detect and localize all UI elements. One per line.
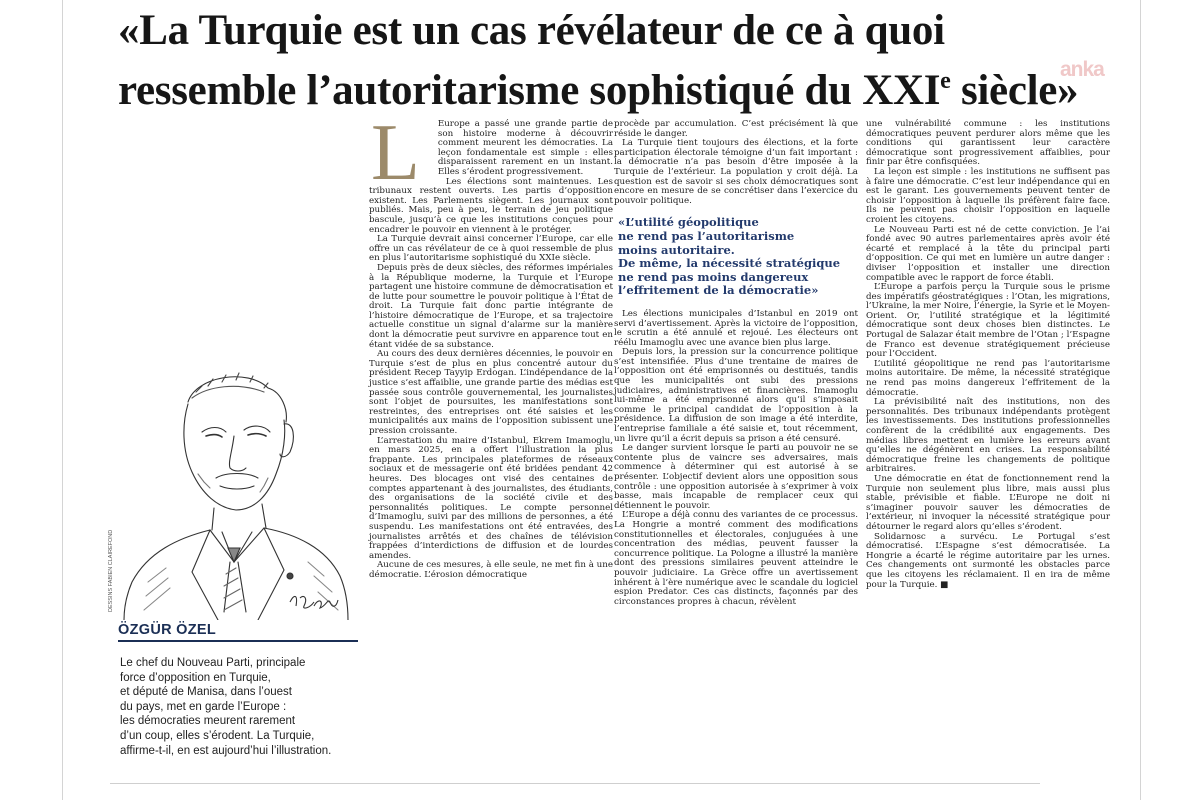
- standfirst-line: force d’opposition en Turquie,: [120, 671, 271, 684]
- left-margin-rule: [62, 0, 63, 800]
- article-paragraph: Les élections municipales d’Istanbul en 2019 ont servi d’avertissement. Après la victoire de l’opposition, le scrutin a été annulé et rejoué. Les électeurs ont réélu Imamoglu avec une avance bien plus large.: [614, 308, 858, 348]
- author-name: ÖZGÜR ÖZEL: [118, 622, 217, 638]
- author-rule: [118, 640, 358, 642]
- article-paragraph: Le Nouveau Parti est né de cette conviction. Je l’ai fondé avec 90 autres parlementaires après avoir été écarté et remplacé à la tête du principal parti d’opposition. Ce qui met en lumière un autre danger : diviser l’opposition et installer une direction compatible avec le rapport de force établi.: [866, 224, 1110, 283]
- article-column-2: [614, 120, 858, 607]
- article-paragraph: La Turquie tient toujours des élections, et la forte participation électorale témoigne d’un fait important : la démocratie n’a pas besoin d’être imposée à la Turquie de l’extérieur. La population y croit déjà. La question est de savoir si ses choix démocratiques sont encore en mesure de se concrétiser dans l’exercice du pouvoir politique.: [614, 138, 858, 206]
- article-paragraph: Solidarnosc a survécu. Le Portugal s’est démocratisé. L’Espagne s’est démocratisée. La Hongrie a écarté le régime autoritaire par les urnes. Ces changements ont surmonté les obstacles parce que les citoyens les réclamaient. Il en ira de même pour la Turquie. ■: [866, 531, 1110, 590]
- pull-quote-line: De même, la nécessité stratégique: [618, 256, 841, 271]
- portrait-signature: [290, 596, 338, 608]
- headline-line-1: «La Turquie est un cas révélateur de ce à quoi: [118, 7, 945, 54]
- article-paragraph: une vulnérabilité commune : les institutions démocratiques peuvent perdurer alors même que les conditions qui garantissent leur caractère démocratique sont progressivement affaiblies, pour finir par être confisquées.: [866, 119, 1110, 168]
- standfirst-line: les démocraties meurent rarement: [120, 715, 296, 728]
- article-paragraph: La prévisibilité naît des institutions, non des personnalités. Des tribunaux indépendants protègent les investissements. Des institutions professionnelles confèrent de la crédibilité aux engagements. Des médias libres mettent en lumière les erreurs avant qu’elles ne dégénèrent en crises. La responsabilité démocratique freine les changements de politique arbitraires.: [866, 397, 1110, 475]
- pull-quote-line: l’effritement de la démocratie»: [618, 283, 819, 298]
- pull-quote-line: ne rend pas l’autoritarisme: [618, 228, 795, 243]
- article-paragraph: Aucune de ces mesures, à elle seule, ne met fin à une démocratie. L’érosion démocratique: [369, 560, 613, 580]
- article-paragraph: Une démocratie en état de fonctionnement rend la Turquie non seulement plus libre, mais aussi plus stable, prévisible et fiable. L’Europe ne doit ni s’imaginer pouvoir sauver les démocraties de l’extérieur, ni invoquer la nécessité stratégique pour détourner le regard alors qu’elles s’érodent.: [866, 473, 1110, 532]
- headline: [118, 6, 1118, 116]
- right-margin-rule: [1140, 0, 1141, 800]
- article-paragraph: Depuis près de deux siècles, des réformes impériales à la République moderne, la Turquie et l’Europe partagent une histoire commune de démocratisation et de lutte pour soumettre le pouvoir politique à l’État de droit. La Turquie fait donc partie intégrante de l’histoire démocratique de l’Europe, et sa trajectoire actuelle constitue un signal d’alarme sur la manière dont la démocratie peut survivre en apparence tout en étant vidée de sa substance.: [369, 262, 613, 350]
- pull-quote: [614, 216, 858, 298]
- bottom-rule: [110, 783, 1040, 784]
- drop-cap: L: [371, 109, 420, 197]
- standfirst-line: affirme-t-il, en est aujourd’hui l’illustration.: [120, 744, 332, 757]
- article-paragraph: La Turquie devrait ainsi concerner l’Europe, car elle offre un cas révélateur de ce à quoi ressemble de plus en plus l’autoritarisme sophistiqué du XXIe siècle.: [369, 234, 613, 264]
- article-paragraph: Le danger survient lorsque le parti au pouvoir ne se contente plus de vaincre ses adversaires, mais commence à déterminer qui est autorisé à se présenter. L’objectif devient alors une opposition sous contrôle : une opposition autorisée à s’exprimer à voix basse, mais incapable de remplacer ceux qui détiennent le pouvoir.: [614, 443, 858, 511]
- pull-quote-line: moins autoritaire.: [618, 242, 735, 257]
- article-paragraph: Les élections sont maintenues. Les tribunaux restent ouverts. Les partis d’opposition existent. Les Parlements siègent. Les journaux sont publiés. Mais, peu à peu, le terrain de jeu politique bascule, jusqu’à ce que les institutions conçues pour encadrer le pouvoir en viennent à le protéger.: [369, 176, 613, 235]
- headline-line-2-text: ressemble l’autoritarisme sophistiqué du XXI: [118, 67, 941, 114]
- article-paragraph: procède par accumulation. C’est précisément là que réside le danger.: [614, 119, 858, 139]
- headline-superscript: e: [940, 68, 951, 94]
- standfirst-line: d’un coup, elles s’érodent. La Turquie,: [120, 729, 315, 742]
- portrait-illustration: [118, 362, 354, 620]
- pull-quote-line: «L’utilité géopolitique: [618, 215, 759, 230]
- standfirst-line: Le chef du Nouveau Parti, principale: [120, 657, 306, 669]
- article-paragraph: L’utilité géopolitique ne rend pas l’autoritarisme moins autoritaire. De même, la nécessité stratégique ne rend pas moins dangereux l’effritement de la démocratie.: [866, 358, 1110, 398]
- standfirst-line: et député de Manisa, dans l’ouest: [120, 686, 292, 699]
- headline-line-2: [118, 56, 1118, 116]
- article-paragraph: Depuis lors, la pression sur la concurrence politique s’est intensifiée. Plus d’une trentaine de maires de l’opposition ont été emprisonnés ou destitués, tandis que les municipalités ont subi des pressions judiciaires, administratives et financières. Imamoglu lui-même a été emprisonné alors qu’il s’imposait comme le principal candidat de l’opposition à la présidence. La diffusion de son image a été interdite, l’entreprise familiale a été saisie et, tout récemment, un livre qu’il a écrit depuis sa prison a été censuré.: [614, 347, 858, 444]
- article-column-3: [866, 120, 1110, 590]
- standfirst-line: du pays, met en garde l’Europe :: [120, 700, 287, 713]
- pull-quote-line: ne rend pas moins dangereux: [618, 269, 809, 284]
- article-column-1: [369, 109, 613, 581]
- article-paragraph: L’arrestation du maire d’Istanbul, Ekrem Imamoglu, en mars 2025, en a offert l’illustration la plus frappante. Les principales plateformes de réseaux sociaux et de messagerie ont été bridées pendant 42 heures. Des blocages ont visé des centaines de comptes appartenant à des journalistes, des étudiants, des organisations de la société civile et des personnalités politiques. Le compte personnel d’Imamoglu, suivi par des millions de personnes, a été suspendu. Les manifestations ont été entravées, des journalistes arrêtés et des chaînes de télévision frappées d’interdictions de diffusion et de lourdes amendes.: [369, 435, 613, 561]
- standfirst: [120, 656, 356, 758]
- headline-line-2-end: siècle»: [950, 67, 1079, 114]
- article-paragraph: L’Europe a déjà connu des variantes de ce processus. La Hongrie a montré comment des modifications constitutionnelles et électorales, conjuguées à une concentration des médias, peuvent fausser la concurrence politique. La Pologne a illustré la manière dont des pressions similaires peuvent atteindre le pouvoir judiciaire. La Grèce offre un avertissement inhérent à l’ère numérique avec le scandale du logiciel espion Predator. Ces cas distincts, façonnés par des circonstances propres à chacun, révèlent: [614, 510, 858, 607]
- illustration-credit: DESSINS FABIEN CLAIREFOND: [108, 529, 114, 612]
- article-paragraph: Europe a passé une grande partie de son histoire moderne à découvrir comment meurent les démocraties. La leçon fondamentale est simple : elles disparaissent rarement en un instant. Elles s’érodent progressivement.: [437, 119, 613, 177]
- source-logo: anka: [1060, 58, 1104, 81]
- article-paragraph: Au cours des deux dernières décennies, le pouvoir en Turquie s’est de plus en plus concentré autour du président Recep Tayyip Erdogan. L’indépendance de la justice s’est affaiblie, une grande partie des médias est passée sous contrôle gouvernemental, les journalistes sont l’objet de poursuites, les manifestations sont restreintes, des entreprises ont été saisies et les municipalités aux mains de l’opposition subissent une pression croissante.: [369, 349, 613, 436]
- article-paragraph: L’Europe a parfois perçu la Turquie sous le prisme des impératifs géostratégiques : l’Otan, les migrations, l’Ukraine, la mer Noire, l’énergie, la Syrie et le Moyen-Orient. Or, l’utilité stratégique et la légitimité démocratique sont deux choses bien distinctes. Le Portugal de Salazar était membre de l’Otan ; l’Espagne de Franco est devenue stratégiquement précieuse pour l’Occident.: [866, 282, 1110, 360]
- article-paragraph: La leçon est simple : les institutions ne suffisent pas à faire une démocratie. C’est leur indépendance qui en est le garant. Les gouvernements peuvent tenter de choisir l’opposition à laquelle ils préfèrent faire face. Ils ne peuvent pas choisir l’opposition en laquelle croient les citoyens.: [866, 166, 1110, 225]
